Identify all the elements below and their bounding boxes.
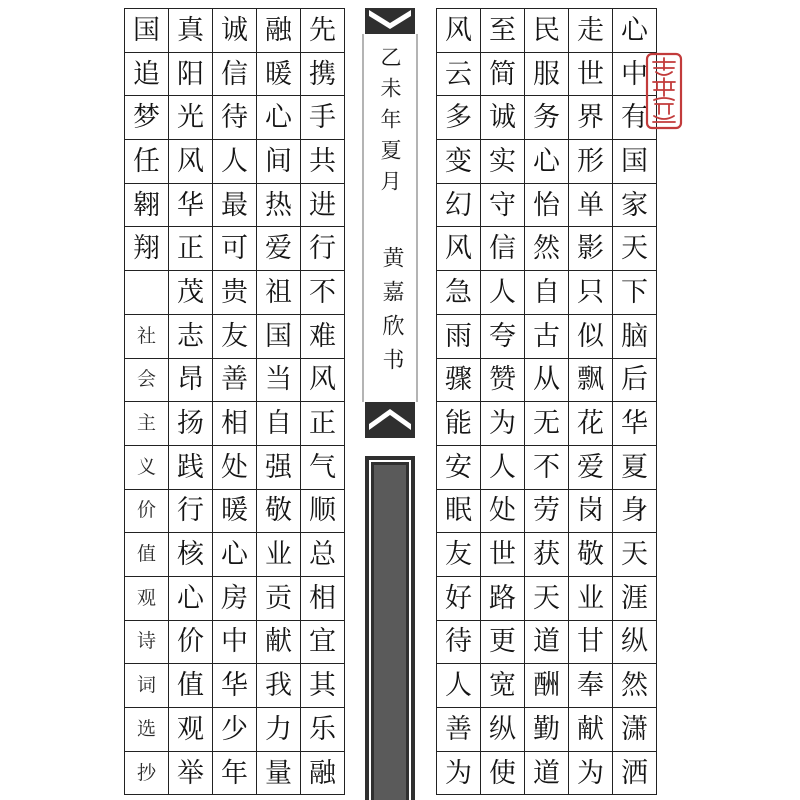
top-banner-ornament [365, 8, 415, 34]
character-cell: 下 [613, 271, 657, 315]
character-cell: 路 [481, 577, 525, 621]
character-cell: 形 [569, 140, 613, 184]
character-cell: 好 [437, 577, 481, 621]
character-cell: 贡 [257, 577, 301, 621]
character-cell: 诚 [481, 96, 525, 140]
character-cell: 守 [481, 184, 525, 228]
character-cell: 不 [301, 271, 345, 315]
character-cell: 夏 [613, 446, 657, 490]
character-cell: 人 [481, 446, 525, 490]
character-cell: 界 [569, 96, 613, 140]
character-cell: 可 [213, 227, 257, 271]
character-cell: 自 [525, 271, 569, 315]
character-cell: 飘 [569, 359, 613, 403]
character-cell: 总 [301, 533, 345, 577]
character-cell: 信 [213, 53, 257, 97]
title-character-cell: 观 [125, 577, 169, 621]
character-cell: 心 [213, 533, 257, 577]
character-cell: 花 [569, 402, 613, 446]
character-cell: 贵 [213, 271, 257, 315]
character-cell: 风 [437, 9, 481, 53]
character-cell: 气 [301, 446, 345, 490]
character-cell: 纵 [613, 621, 657, 665]
character-cell: 华 [169, 184, 213, 228]
character-cell: 行 [169, 490, 213, 534]
character-cell: 任 [125, 140, 169, 184]
character-cell: 民 [525, 9, 569, 53]
character-cell: 热 [257, 184, 301, 228]
character-cell: 获 [525, 533, 569, 577]
character-cell: 处 [481, 490, 525, 534]
date-inscription: 乙未年夏月 [378, 46, 402, 201]
character-cell: 践 [169, 446, 213, 490]
character-cell: 劳 [525, 490, 569, 534]
character-cell: 后 [613, 359, 657, 403]
character-cell: 乐 [301, 708, 345, 752]
character-cell: 翔 [125, 227, 169, 271]
character-cell: 风 [437, 227, 481, 271]
character-cell: 变 [437, 140, 481, 184]
character-cell: 人 [437, 664, 481, 708]
character-cell: 华 [213, 664, 257, 708]
character-cell: 茂 [169, 271, 213, 315]
character-cell: 影 [569, 227, 613, 271]
character-cell: 服 [525, 53, 569, 97]
title-character-cell: 价 [125, 490, 169, 534]
character-cell: 潇 [613, 708, 657, 752]
title-character-cell: 词 [125, 664, 169, 708]
character-cell: 追 [125, 53, 169, 97]
character-cell: 宽 [481, 664, 525, 708]
character-cell: 赞 [481, 359, 525, 403]
character-cell: 身 [613, 490, 657, 534]
character-cell: 宜 [301, 621, 345, 665]
character-cell: 阳 [169, 53, 213, 97]
red-seal [645, 52, 683, 130]
character-cell: 至 [481, 9, 525, 53]
bottom-banner-ornament [365, 402, 415, 438]
character-cell: 甘 [569, 621, 613, 665]
character-cell: 携 [301, 53, 345, 97]
character-cell: 自 [257, 402, 301, 446]
character-cell: 为 [569, 752, 613, 796]
character-cell: 相 [213, 402, 257, 446]
character-cell: 为 [437, 752, 481, 796]
character-cell: 单 [569, 184, 613, 228]
character-cell: 昂 [169, 359, 213, 403]
character-cell: 岗 [569, 490, 613, 534]
character-cell: 献 [257, 621, 301, 665]
character-cell: 先 [301, 9, 345, 53]
author-inscription: 黄嘉欣书 [379, 246, 404, 382]
character-cell: 间 [257, 140, 301, 184]
character-cell: 有 [613, 96, 657, 140]
character-cell: 友 [213, 315, 257, 359]
character-cell: 天 [613, 227, 657, 271]
character-cell: 友 [437, 533, 481, 577]
character-cell: 正 [301, 402, 345, 446]
character-cell: 业 [569, 577, 613, 621]
character-cell: 正 [169, 227, 213, 271]
character-cell: 暖 [257, 53, 301, 97]
character-cell: 难 [301, 315, 345, 359]
title-character-cell: 抄 [125, 752, 169, 796]
character-cell: 光 [169, 96, 213, 140]
character-cell: 融 [257, 9, 301, 53]
character-cell: 举 [169, 752, 213, 796]
character-cell: 行 [301, 227, 345, 271]
character-cell: 中 [613, 53, 657, 97]
character-cell: 待 [437, 621, 481, 665]
character-cell: 雨 [437, 315, 481, 359]
character-cell: 急 [437, 271, 481, 315]
character-cell: 国 [613, 140, 657, 184]
title-character-cell: 义 [125, 446, 169, 490]
character-cell: 核 [169, 533, 213, 577]
character-cell: 云 [437, 53, 481, 97]
character-cell: 爱 [257, 227, 301, 271]
character-cell: 敬 [257, 490, 301, 534]
character-cell: 融 [301, 752, 345, 796]
character-cell: 夸 [481, 315, 525, 359]
title-character-cell: 选 [125, 708, 169, 752]
character-cell: 相 [301, 577, 345, 621]
character-cell: 量 [257, 752, 301, 796]
character-cell: 诚 [213, 9, 257, 53]
character-cell: 不 [525, 446, 569, 490]
character-cell: 价 [169, 621, 213, 665]
character-cell: 为 [481, 402, 525, 446]
character-cell: 古 [525, 315, 569, 359]
character-cell: 业 [257, 533, 301, 577]
character-cell: 年 [213, 752, 257, 796]
character-cell: 能 [437, 402, 481, 446]
character-cell: 待 [213, 96, 257, 140]
title-character-cell: 诗 [125, 621, 169, 665]
character-cell: 洒 [613, 752, 657, 796]
title-character-cell: 值 [125, 533, 169, 577]
left-practice-grid [124, 8, 345, 795]
character-cell: 心 [613, 9, 657, 53]
character-cell: 值 [169, 664, 213, 708]
character-cell: 扬 [169, 402, 213, 446]
character-cell: 进 [301, 184, 345, 228]
character-cell: 房 [213, 577, 257, 621]
character-cell: 最 [213, 184, 257, 228]
character-cell: 国 [125, 9, 169, 53]
character-cell: 其 [301, 664, 345, 708]
character-cell: 我 [257, 664, 301, 708]
character-cell: 人 [481, 271, 525, 315]
character-cell: 涯 [613, 577, 657, 621]
character-cell: 然 [525, 227, 569, 271]
character-cell: 风 [301, 359, 345, 403]
character-cell: 天 [613, 533, 657, 577]
character-cell: 真 [169, 9, 213, 53]
character-cell: 暖 [213, 490, 257, 534]
character-cell: 道 [525, 752, 569, 796]
character-cell: 无 [525, 402, 569, 446]
character-cell: 当 [257, 359, 301, 403]
character-cell: 天 [525, 577, 569, 621]
character-cell: 从 [525, 359, 569, 403]
character-cell: 酬 [525, 664, 569, 708]
decorative-bar [365, 456, 415, 800]
character-cell: 梦 [125, 96, 169, 140]
character-cell: 脑 [613, 315, 657, 359]
character-cell: 勤 [525, 708, 569, 752]
title-character-cell: 社 [125, 315, 169, 359]
character-cell: 人 [213, 140, 257, 184]
character-cell: 更 [481, 621, 525, 665]
character-cell: 心 [257, 96, 301, 140]
character-cell: 手 [301, 96, 345, 140]
character-cell: 使 [481, 752, 525, 796]
character-cell: 信 [481, 227, 525, 271]
title-character-cell: 会 [125, 359, 169, 403]
character-cell: 力 [257, 708, 301, 752]
character-cell: 翱 [125, 184, 169, 228]
character-cell: 实 [481, 140, 525, 184]
character-cell: 只 [569, 271, 613, 315]
character-cell: 走 [569, 9, 613, 53]
character-cell: 善 [213, 359, 257, 403]
character-cell: 骤 [437, 359, 481, 403]
character-cell: 世 [569, 53, 613, 97]
character-cell: 顺 [301, 490, 345, 534]
character-cell: 爱 [569, 446, 613, 490]
character-cell: 志 [169, 315, 213, 359]
character-cell: 眠 [437, 490, 481, 534]
empty-cell [125, 271, 169, 315]
character-cell: 敬 [569, 533, 613, 577]
character-cell: 奉 [569, 664, 613, 708]
character-cell: 心 [525, 140, 569, 184]
character-cell: 世 [481, 533, 525, 577]
character-cell: 国 [257, 315, 301, 359]
character-cell: 善 [437, 708, 481, 752]
right-practice-grid [436, 8, 657, 795]
character-cell: 家 [613, 184, 657, 228]
character-cell: 强 [257, 446, 301, 490]
character-cell: 道 [525, 621, 569, 665]
character-cell: 祖 [257, 271, 301, 315]
character-cell: 似 [569, 315, 613, 359]
character-cell: 观 [169, 708, 213, 752]
character-cell: 华 [613, 402, 657, 446]
character-cell: 中 [213, 621, 257, 665]
character-cell: 心 [169, 577, 213, 621]
character-cell: 安 [437, 446, 481, 490]
character-cell: 献 [569, 708, 613, 752]
character-cell: 简 [481, 53, 525, 97]
character-cell: 风 [169, 140, 213, 184]
character-cell: 处 [213, 446, 257, 490]
title-character-cell: 主 [125, 402, 169, 446]
character-cell: 务 [525, 96, 569, 140]
character-cell: 多 [437, 96, 481, 140]
character-cell: 幻 [437, 184, 481, 228]
character-cell: 共 [301, 140, 345, 184]
character-cell: 怡 [525, 184, 569, 228]
character-cell: 少 [213, 708, 257, 752]
character-cell: 然 [613, 664, 657, 708]
character-cell: 纵 [481, 708, 525, 752]
